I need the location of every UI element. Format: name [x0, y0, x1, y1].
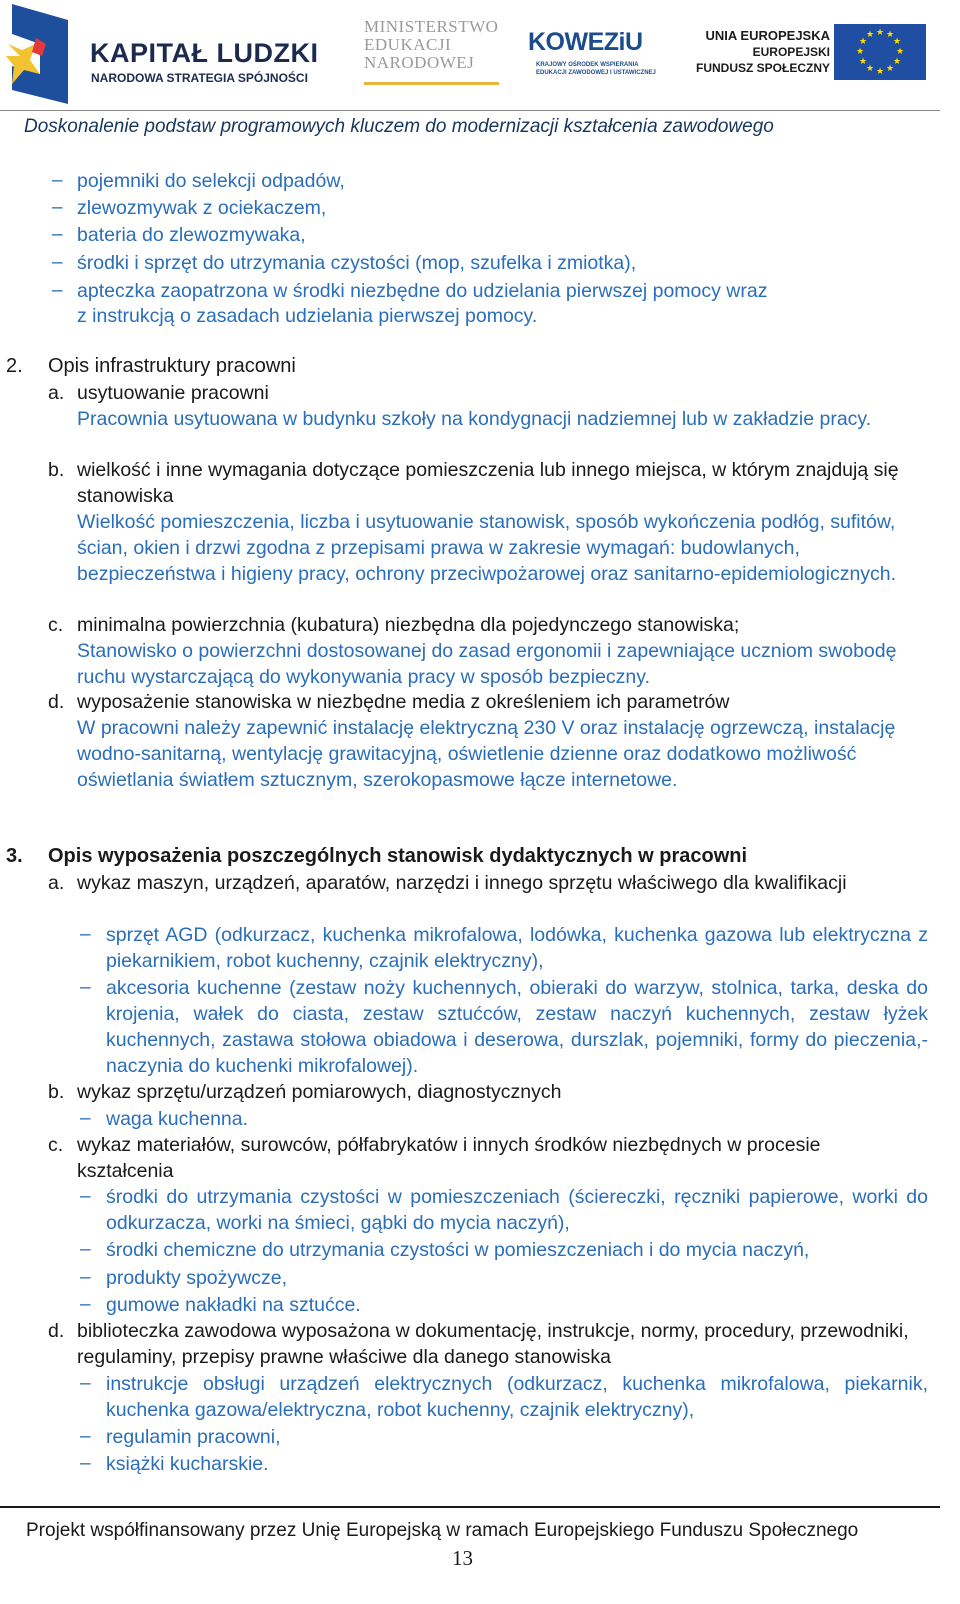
svg-text:★: ★: [892, 37, 902, 47]
list-item: pojemniki do selekcji odpadów,: [77, 170, 345, 192]
header-logos: [0, 0, 960, 110]
list-dash: –: [52, 224, 63, 245]
list-dash: –: [80, 1373, 91, 1394]
section-3d-item: instrukcje obsługi urządzeń elektrycznych (odkurzacz, kuchenka mikrofalowa, piekarnik, kuchenka gazowa/elektryczna, robot kuchenny, czajnik elektryczny),: [106, 1373, 928, 1421]
section-3d-item: książki kucharskie.: [106, 1453, 269, 1475]
section-3a-letter: a.: [48, 872, 65, 894]
list-dash: –: [52, 170, 63, 191]
section-3-title: Opis wyposażenia poszczególnych stanowisk dydaktycznych w pracowni: [48, 845, 748, 867]
section-2d-letter: d.: [48, 691, 65, 713]
section-3d-letter: d.: [48, 1320, 65, 1342]
section-2c-title: minimalna powierzchnia (kubatura) niezbędna dla pojedynczego stanowiska;: [77, 614, 740, 636]
svg-text:★: ★: [892, 57, 902, 67]
section-2c-letter: c.: [48, 614, 64, 636]
list-item: apteczka zaopatrzona w środki niezbędne do udzielania pierwszej pomocy wraz: [77, 280, 768, 302]
eu-line-1: UNIA EUROPEJSKA: [705, 28, 830, 43]
list-dash: –: [80, 1108, 91, 1129]
section-3b-letter: b.: [48, 1081, 65, 1103]
svg-text:★: ★: [865, 30, 875, 40]
footer-divider: [0, 1506, 940, 1508]
svg-text:★: ★: [895, 47, 905, 57]
footer-text: Projekt współfinansowany przez Unię Europejską w ramach Europejskiego Funduszu Społecznego: [26, 1520, 859, 1541]
section-2-number: 2.: [6, 355, 23, 377]
ministry-of-education-logo: [364, 18, 504, 88]
european-union-logo: [695, 24, 948, 94]
list-dash: –: [80, 1186, 91, 1207]
section-3b-item: waga kuchenna.: [106, 1108, 249, 1130]
svg-text:★: ★: [885, 64, 895, 74]
koweziu-wordmark: KOWEZiU: [528, 28, 643, 56]
section-3c-item: gumowe nakładki na sztućce.: [106, 1294, 361, 1316]
list-dash: –: [80, 1239, 91, 1260]
list-dash: –: [52, 197, 63, 218]
section-3d-item: regulamin pracowni,: [106, 1426, 281, 1448]
section-2-title: Opis infrastruktury pracowni: [48, 355, 296, 377]
section-3c-title: wykaz materiałów, surowców, półfabrykatów i innych środków niezbędnych w procesie kształcenia: [77, 1134, 821, 1182]
section-2a-text: Pracownia usytuowana w budynku szkoły na kondygnacji nadziemnej lub w zakładzie pracy.: [77, 408, 872, 430]
list-dash: –: [80, 1267, 91, 1288]
men-underline: [364, 82, 499, 85]
section-2b-letter: b.: [48, 459, 65, 481]
list-dash: –: [52, 280, 63, 301]
section-2a-letter: a.: [48, 382, 65, 404]
section-3c-item: środki do utrzymania czystości w pomieszczeniach (ściereczki, ręczniki papierowe, worki do odkurzacza, worki na śmieci, gąbki do mycia naczyń),: [106, 1186, 928, 1234]
section-2d-text: W pracowni należy zapewnić instalację elektryczną 230 V oraz instalację ogrzewczą, instalację wodno-sanitarną, wentylację grawitacyjną, oświetlenie dzienne oraz dodatkowo możliwość oświetlania światłem sztucznym, szerokopasmowe łącze internetowe.: [77, 717, 896, 791]
svg-text:★: ★: [858, 37, 868, 47]
section-2b-title: wielkość i inne wymagania dotyczące pomieszczenia lub innego miejsca, w którym znajdują się stanowiska: [77, 459, 899, 507]
svg-text:★: ★: [855, 47, 865, 57]
section-3a-title: wykaz maszyn, urządzeń, aparatów, narzędzi i innego sprzętu właściwego dla kwalifikacji: [77, 872, 847, 894]
running-head: Doskonalenie podstaw programowych kluczem do modernizacji kształcenia zawodowego: [24, 116, 774, 137]
eu-line-3: FUNDUSZ SPOŁECZNY: [695, 61, 830, 75]
section-3d-title: biblioteczka zawodowa wyposażona w dokumentację, instrukcje, normy, procedury, przewodniki, regulaminy, przepisy prawne właściwe dla danego stanowiska: [77, 1320, 909, 1368]
eu-flag-icon: [834, 24, 926, 80]
section-3-number: 3.: [6, 845, 23, 867]
koweziu-subtitle-2: EDUKACJI ZAWODOWEJ I USTAWICZNEJ: [536, 70, 656, 76]
section-3b-title: wykaz sprzętu/urządzeń pomiarowych, diagnostycznych: [77, 1081, 562, 1103]
section-3c-item: środki chemiczne do utrzymania czystości w pomieszczeniach i do mycia naczyń,: [106, 1239, 810, 1261]
men-line-3: NARODOWEJ: [364, 53, 475, 72]
page-number: 13: [452, 1546, 473, 1570]
section-3c-letter: c.: [48, 1134, 64, 1156]
section-2d-title: wyposażenie stanowiska w niezbędne media z określeniem ich parametrów: [77, 691, 730, 713]
section-3a-item: sprzęt AGD (odkurzacz, kuchenka mikrofalowa, lodówka, kuchenka gazowa lub elektryczna z piekarnikiem, robot kuchenny, czajnik elektryczny),: [106, 924, 928, 972]
list-dash: –: [80, 1453, 91, 1474]
koweziu-logo: [528, 18, 656, 88]
section-3c-item: produkty spożywcze,: [106, 1267, 287, 1289]
svg-text:★: ★: [858, 57, 868, 67]
list-dash: –: [80, 924, 91, 945]
section-3a-item: akcesoria kuchenne (zestaw noży kuchennych, obieraki do warzyw, stolnica, tarka, deska do krojenia, wałek do ciasta, zestaw sztućców, zestaw naczyń kuchennych, zestaw łyżek kuchennych, zastawa stołowa obiadowa i deserowa, durszlak, pojemniki, formy do pieczenia,-naczynia do kuchenki mikrofalowej).: [106, 977, 928, 1077]
section-2c-text: Stanowisko o powierzchni dostosowanej do zasad ergonomii i zapewniające uczniom swobodę ruchu wystarczającą do wykonywania pracy w sposób bezpieczny.: [77, 640, 897, 688]
eu-line-2: EUROPEJSKI: [752, 45, 830, 59]
list-item: zlewozmywak z ociekaczem,: [77, 197, 327, 219]
list-item: bateria do zlewozmywaka,: [77, 224, 306, 246]
kapital-ludzki-logo: [6, 4, 319, 104]
section-2b-text: Wielkość pomieszczenia, liczba i usytuowanie stanowisk, sposób wykończenia podłóg, sufitów, ścian, okien i drzwi zgodna z przepisami prawa w zakresie wymagań: budowlanych, bezpieczeństwa i higieny pracy, ochrony przeciwpożarowej oraz sanitarno-epidemiologicznych.: [77, 511, 897, 585]
list-dash: –: [80, 1426, 91, 1447]
kapital-ludzki-title: KAPITAŁ LUDZKI: [90, 38, 319, 68]
kapital-ludzki-subtitle: NARODOWA STRATEGIA SPÓJNOŚCI: [91, 71, 308, 85]
header-divider: [0, 110, 940, 111]
svg-text:★: ★: [875, 28, 885, 38]
svg-text:★: ★: [875, 67, 885, 77]
list-item: środki i sprzęt do utrzymania czystości (mop, szufelka i zmiotka),: [77, 252, 637, 274]
list-dash: –: [80, 977, 91, 998]
list-item-continuation: z instrukcją o zasadach udzielania pierwszej pomocy.: [77, 305, 538, 327]
men-line-1: MINISTERSTWO: [364, 17, 499, 36]
svg-text:★: ★: [885, 30, 895, 40]
list-dash: –: [52, 252, 63, 273]
koweziu-subtitle-1: KRAJOWY OŚRODEK WSPIERANIA: [536, 62, 639, 68]
section-2a-title: usytuowanie pracowni: [77, 382, 269, 404]
list-dash: –: [80, 1294, 91, 1315]
kapital-ludzki-mark: [6, 4, 74, 104]
svg-text:★: ★: [865, 64, 875, 74]
men-line-2: EDUKACJI: [364, 35, 452, 54]
